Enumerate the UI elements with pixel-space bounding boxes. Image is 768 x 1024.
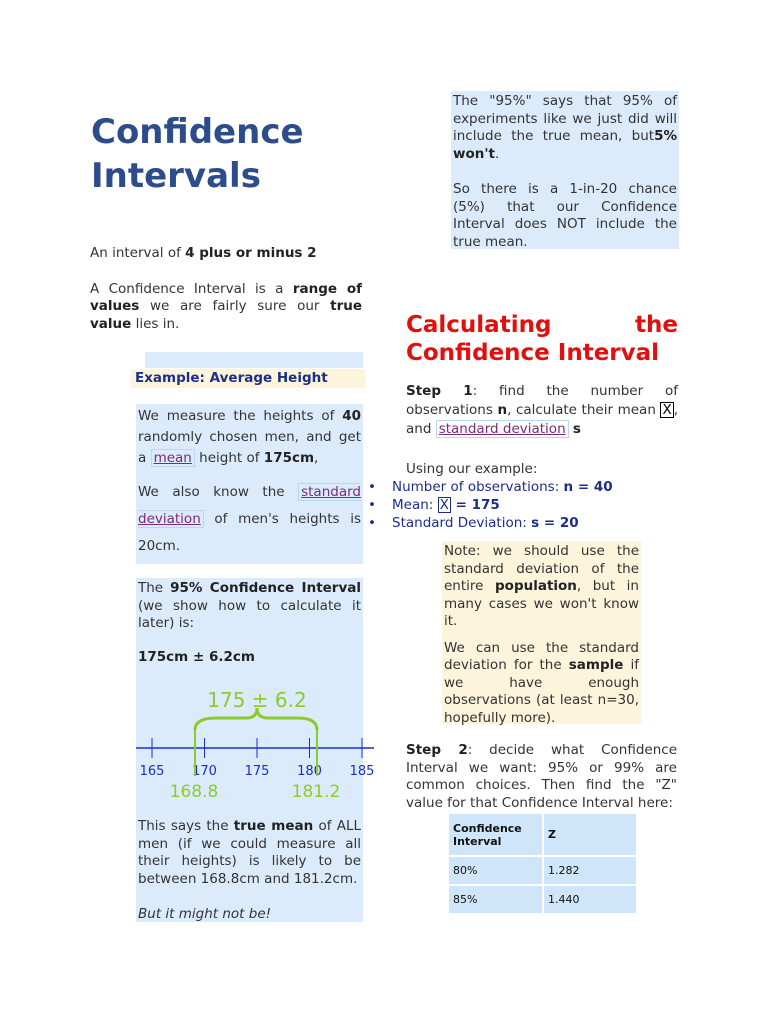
calc-heading-line-2: Confidence Interval — [406, 340, 660, 366]
conclusion-section — [136, 818, 363, 924]
ex-text-6: of men's heights is 20cm. — [138, 511, 361, 554]
note-bold-sample: sample — [568, 657, 624, 673]
interval-sentence — [90, 245, 362, 263]
obs-sd-label: Standard Deviation: — [392, 515, 532, 531]
note-box — [442, 541, 641, 724]
mean-x-symbol: X — [662, 402, 672, 418]
obs-sd-value: s = 20 — [531, 515, 579, 531]
obs-item-mean — [368, 496, 668, 514]
using-example-label — [406, 461, 678, 479]
z-table-header-z: Z — [544, 814, 636, 855]
ex-bold-40: 40 — [342, 408, 361, 424]
def-text-2: we are fairly sure our — [139, 298, 331, 314]
obs-n-value: n = 40 — [563, 479, 613, 495]
axis-tick-label: 170 — [192, 764, 217, 779]
ex-text-9: This says the — [138, 818, 234, 834]
example-heading: Example: Average Height — [135, 370, 328, 386]
title-line-2: Intervals — [91, 156, 261, 196]
z-table-cell: 85% — [449, 886, 542, 913]
ex-text-10: of ALL men (if we could measure all their heights) is likely to be between 168.8cm and 181.2cm. — [138, 818, 361, 887]
example-paragraph-3 — [136, 578, 363, 633]
number-line-diagram — [136, 680, 376, 805]
observation-list — [368, 478, 668, 532]
step-1-text — [406, 382, 678, 439]
example-header-strip — [145, 352, 363, 368]
info-text-1: The "95%" says that 95% of experiments like we just did will include the true mean, but — [453, 93, 677, 144]
def-bold-1: range of values — [90, 280, 363, 314]
z-table-cell: 1.440 — [544, 886, 636, 913]
note-paragraph-1 — [444, 543, 639, 631]
mean-link[interactable]: mean — [151, 449, 195, 467]
low-bound-label: 168.8 — [169, 782, 219, 802]
z-table-wrapper — [447, 812, 638, 915]
def-text-1: A Confidence Interval is a — [90, 280, 293, 297]
example-paragraph-2 — [136, 469, 363, 560]
note-text-1: Note: we should use the standard deviation of the entire — [444, 543, 639, 594]
info-paragraph-1 — [453, 93, 677, 163]
z-table-header-ci: Confidence Interval — [449, 814, 542, 855]
using-example-text: Using our example: — [406, 461, 538, 477]
z-table-cell: 80% — [449, 857, 542, 884]
step-1-standard-deviation-link[interactable]: standard deviation — [436, 420, 569, 438]
def-bold-2: true value — [90, 298, 362, 332]
axis-tick-label: 185 — [349, 764, 375, 779]
calc-heading-word-2: the — [635, 312, 678, 338]
obs-mean-label: Mean: — [392, 497, 438, 513]
ex-text-7: The — [138, 580, 171, 596]
result-value: 175cm ± 6.2cm — [138, 648, 255, 665]
definition-sentence — [90, 281, 362, 334]
step-1 — [406, 382, 678, 439]
interval-bold: 4 plus or minus 2 — [185, 245, 317, 261]
example-heading-box — [131, 369, 365, 388]
step-1-s: s — [572, 421, 581, 437]
axis-tick-label: 175 — [244, 764, 270, 779]
obs-item-sd — [368, 514, 668, 532]
obs-mean-value: = 175 — [450, 497, 500, 513]
note-text-3: We can use the standard deviation for the — [444, 639, 639, 673]
note-text-4: if we have enough observations (at least n=30, hopefully more). — [444, 657, 639, 726]
step-2-body: : decide what Confidence Interval we want: 95% or 99% are common choices. Then find the "Z" value for that Confidence Interval here: — [406, 742, 677, 811]
axis-tick-label: 165 — [139, 764, 165, 779]
obs-n-label: Number of observations: — [392, 479, 564, 495]
high-bound-label: 181.2 — [291, 782, 341, 802]
calc-heading-word-1: Calculating — [406, 312, 552, 338]
obs-item-n — [368, 478, 668, 496]
obs-mean-x-symbol: X — [439, 497, 449, 513]
step-1-label: Step 1 — [406, 383, 473, 399]
table-row — [449, 886, 636, 913]
calc-heading — [406, 311, 678, 367]
def-text-3: lies in. — [131, 315, 180, 332]
result-line — [136, 633, 363, 667]
example-paragraph-5: But it might not be! — [138, 906, 272, 922]
ex-bold-175: 175cm — [263, 450, 315, 466]
example-text-box — [136, 404, 363, 564]
ex-text-4: , — [314, 450, 319, 466]
intro-section — [90, 245, 362, 333]
info-paragraph-2: So there is a 1-in-20 chance (5%) that our Confidence Interval does NOT include the true mean. — [453, 181, 677, 250]
info-box — [451, 91, 679, 249]
step-1-text-2: , calculate their mean — [507, 402, 661, 418]
page-title — [91, 110, 304, 198]
step-2 — [406, 742, 677, 812]
interval-text: An interval of — [90, 245, 186, 261]
ex-text-1: We measure the heights of — [138, 408, 343, 424]
step-1-text-3: , and — [406, 402, 678, 437]
axis-tick-label: 180 — [297, 764, 322, 779]
ex-bold-true-mean: true mean — [233, 818, 314, 834]
ex-bold-95: 95% Confidence Interval — [170, 580, 361, 596]
info-text-2: . — [494, 145, 500, 162]
step-1-text-1: : find the number of observations — [406, 383, 679, 418]
ex-text-8: (we show how to calculate it later) is: — [138, 597, 361, 631]
example-paragraph-4 — [136, 818, 363, 888]
ex-text-5: We also know the — [138, 484, 299, 500]
title-line-1: Confidence — [91, 112, 304, 152]
step-2-label: Step 2 — [406, 742, 468, 758]
note-paragraph-2 — [444, 640, 639, 728]
z-table — [447, 812, 638, 915]
ex-text-3: height of — [194, 450, 264, 466]
z-table-header-row — [449, 814, 636, 855]
note-bold-population: population — [495, 578, 577, 594]
note-text-2: , but in many cases we won't know it. — [444, 578, 639, 629]
standard-deviation-link[interactable]: standard deviation — [138, 484, 361, 527]
ex-text-2: randomly chosen men, and get a — [138, 429, 361, 466]
step-1-n: n — [497, 402, 508, 418]
table-row — [449, 857, 636, 884]
step-2-text — [406, 742, 677, 812]
example-paragraph-1 — [136, 404, 363, 469]
z-table-cell: 1.282 — [544, 857, 636, 884]
info-bold: 5% won't — [453, 128, 677, 162]
interval-label: 175 ± 6.2 — [207, 688, 307, 712]
